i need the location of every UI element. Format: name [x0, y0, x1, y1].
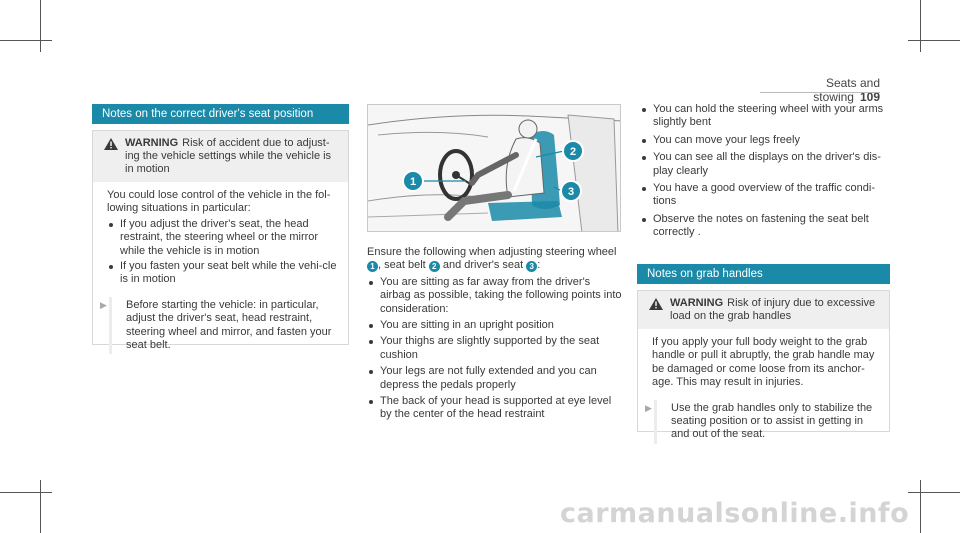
crop-mark	[40, 480, 41, 533]
callout-2: 2	[569, 146, 577, 158]
list-item: Your thighs are slightly supported by the seat cushion	[367, 335, 623, 362]
warning-text: Risk of accident due to adjust-ing the vehicle settings while the vehicle is in motion	[125, 137, 332, 175]
running-header	[760, 76, 880, 104]
number-badge: 1	[367, 261, 378, 272]
crop-mark	[0, 40, 52, 41]
warning-body	[93, 182, 348, 364]
crop-mark	[40, 0, 41, 52]
driver-seat-drawing	[368, 105, 621, 232]
warning-label: WARNING	[670, 297, 724, 309]
list-item: You can move your legs freely	[640, 134, 890, 147]
crop-mark	[0, 492, 52, 493]
list-item: If you fasten your seat belt while the vehi-cle is in motion	[107, 260, 338, 287]
warning-box-grab-handles	[637, 290, 890, 441]
callout-3: 3	[567, 186, 575, 198]
intro-text: and driver's seat	[442, 259, 524, 272]
list-item: You can see all the displays on the driver's dis-play clearly	[640, 151, 890, 178]
crop-mark	[920, 0, 921, 52]
warning-header	[638, 291, 889, 329]
header-rule	[760, 92, 880, 93]
warning-label: WARNING	[125, 137, 179, 149]
crop-mark	[908, 40, 960, 41]
intro-paragraph	[367, 246, 623, 273]
driver-seat-illustration	[367, 104, 621, 232]
step-text: Before starting the vehicle: in particular, adjust the driver's seat, head restraint, steering wheel and mirror, and fasten your seat belt.	[126, 298, 332, 352]
crop-mark	[908, 492, 960, 493]
warning-body-text: If you apply your full body weight to the grab handle or pull it abruptly, the grab handle may be damaged or come loose from its anchor-age. This may result in injuries.	[652, 336, 875, 389]
callout-1: 1	[409, 176, 417, 188]
section-name: Seats and stowing	[813, 76, 880, 104]
section-title-grab-handles: Notes on grab handles	[637, 264, 890, 284]
warning-triangle-icon	[104, 138, 118, 150]
right-text	[640, 103, 890, 240]
warning-triangle-icon	[649, 298, 663, 310]
section-title-seat-position: Notes on the correct driver's seat position	[92, 104, 349, 124]
warning-body	[638, 329, 889, 454]
list-item: You are sitting in an upright position	[367, 319, 623, 332]
warning-body-text: You could lose control of the vehicle in the fol-lowing situations in particular:	[107, 189, 331, 215]
warning-text: Risk of injury due to excessive load on the grab handles	[670, 297, 876, 322]
action-step	[645, 400, 879, 444]
list-item: Your legs are not fully extended and you can depress the pedals properly	[367, 365, 623, 392]
arrow-icon: ▶	[645, 402, 652, 413]
list-item: Observe the notes on fastening the seat belt correctly .	[640, 213, 890, 240]
warning-header	[93, 131, 348, 182]
number-badge: 3	[526, 261, 537, 272]
warning-box-seat	[92, 130, 349, 352]
intro-text: :	[537, 259, 541, 272]
list-item: The back of your head is supported at eye level by the center of the head restraint	[367, 395, 623, 422]
intro-text: , seat belt	[378, 259, 426, 272]
middle-text	[367, 246, 623, 422]
list-item: You are sitting as far away from the driver's airbag as possible, taking the following points into consideration:	[367, 276, 623, 316]
list-item: If you adjust the driver's seat, the head restraint, the steering wheel or the mirror while the vehicle is in motion	[107, 218, 338, 258]
intro-text: Ensure the following when adjusting steering wheel	[367, 246, 617, 258]
step-text: Use the grab handles only to stabilize the seating position or to assist in getting in and out of the seat.	[671, 401, 873, 441]
page-number: 109	[859, 90, 880, 104]
number-badge: 2	[429, 261, 440, 272]
list-item: You have a good overview of the traffic condi-tions	[640, 182, 890, 209]
action-step	[100, 297, 338, 355]
list-item: You can hold the steering wheel with your arms slightly bent	[640, 103, 890, 130]
arrow-icon: ▶	[100, 299, 107, 310]
watermark: carmanualsonline.info	[560, 498, 910, 529]
